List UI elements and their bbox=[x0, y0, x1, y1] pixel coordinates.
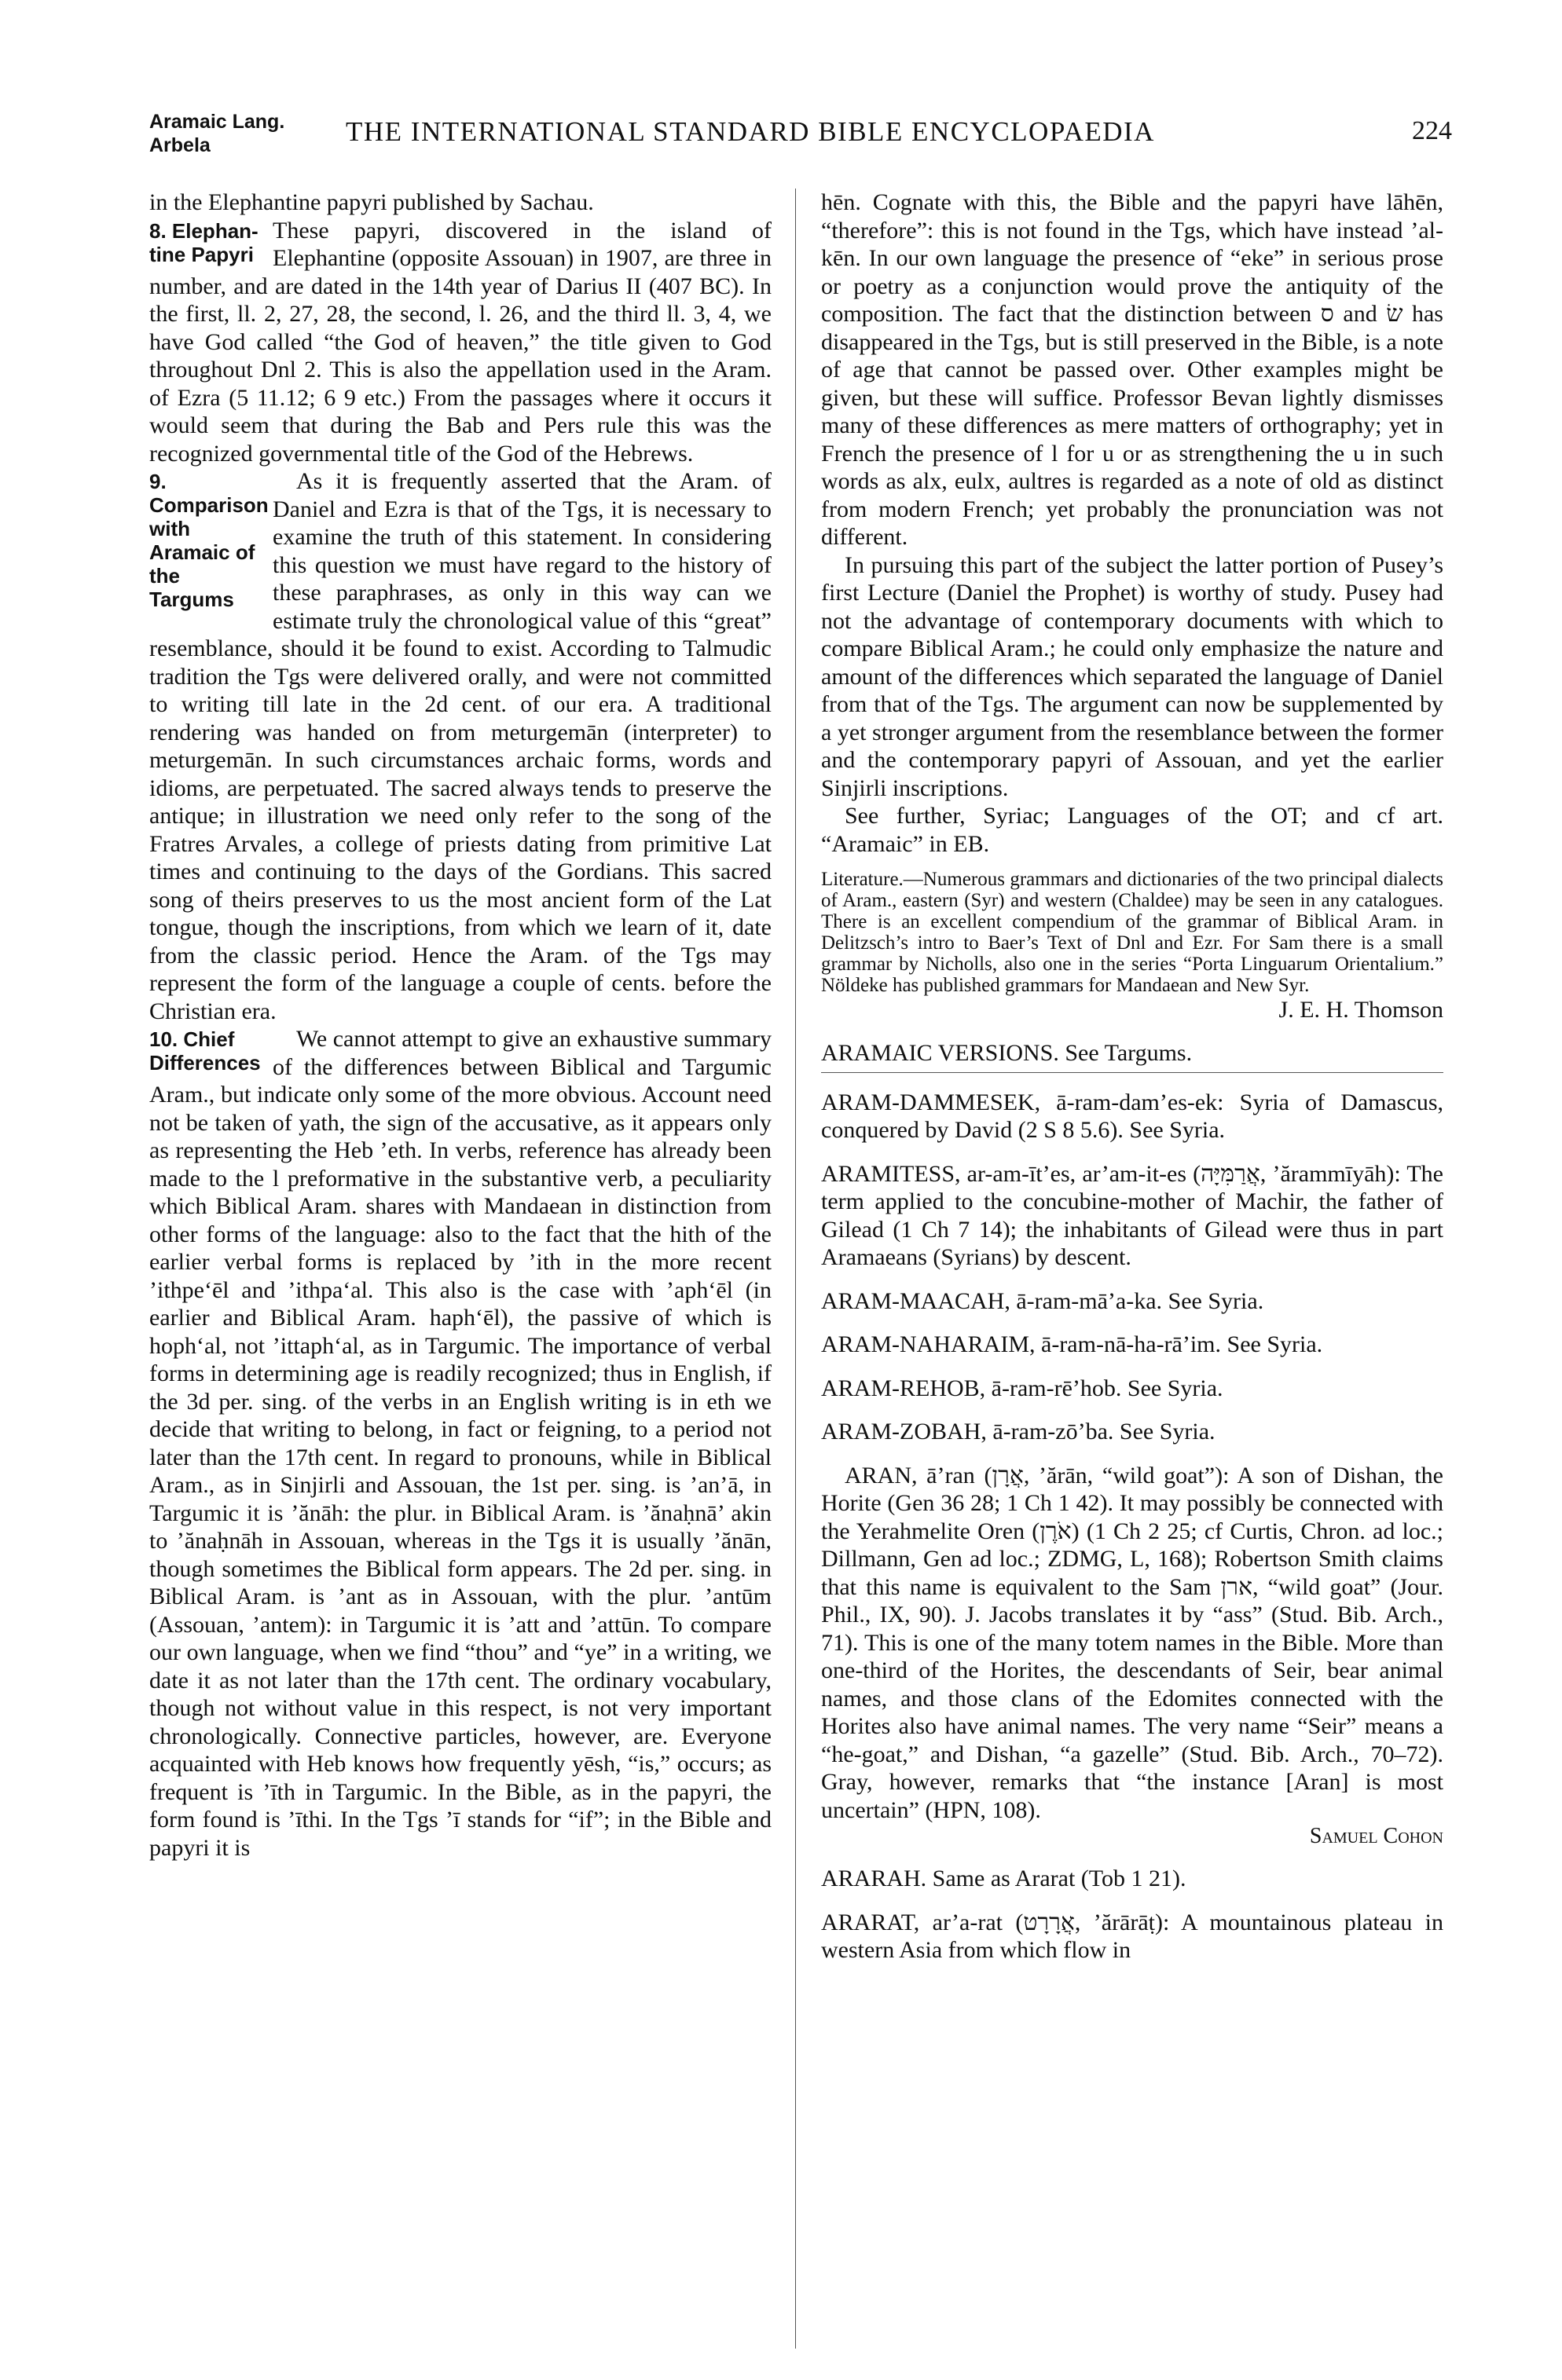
section-8-text: These papyri, discovered in the island of Elephantine (opposite Assouan) in 1907, are three in number, and are dated in the 14th year of Darius II (407 BC). In the first, ll. 2, 27, 28, the second, l. 26, and the third ll. 3, 4, we have God called “the God of heaven,” the title given to God throughout Dnl 2. This is also the appellation used in the Aram. of Ezra (5 11.12; 6 9 etc.) From the passages where it occurs it would seem that during the Bab and Pers rule this was the recognized governmental title of the God of the Hebrews. bbox=[149, 217, 772, 467]
entry-aramitess: ARAMITESS, ar-am-īt’es, ar’am-it-es (אֲרַמִּיָּה, ’ărammīyāh): The term applied to the concubine-mother of Machir, the father of Gilead (1 Ch 7 14); the inhabitants of Gilead were thus in part Aramaeans (Syrians) by descent. bbox=[821, 1160, 1443, 1270]
entry-aran: ARAN, ā’ran (אֲרָן, ’ărān, “wild goat”): A son of Dishan, the Horite (Gen 36 28; 1 Ch 1 42). It may possibly be connected with the Yerahmelite Oren (אֹרֶן) (1 Ch 2 25; cf Curtis, Chron. ad loc.; Dillmann, Gen ad loc.; ZDMG, L, 168); Robertson Smith claims that this name is equivalent to the Sam ארן, “wild goat” (Jour. Phil., IX, 90). J. Jacobs translates it by “ass” (Stud. Bib. Arch., 71). This is one of the many totem names in the Bible. More than one-third of the Horites, the descendants of Seir, bear animal names, and those clans of the Edomites connected with the Horites also have animal names. The very name “Seir” means a “he-goat,” and Dishan, “a gazelle” (Stud. Bib. Arch., 70–72). Gray, however, remarks that “the instance [Aran] is most uncertain” (HPN, 108). bbox=[821, 1462, 1443, 1823]
entry-aram-maacah: ARAM-MAACAH, ā-ram-mā’a-ka. See Syria. bbox=[821, 1287, 1264, 1314]
section-rule bbox=[821, 1072, 1443, 1073]
right-paragraph-1: hēn. Cognate with this, the Bible and the papyri have lāhēn, “therefore”: this is not found in the Tgs, which have instead ’al-kēn. In our own language the presence of “eke” in serious prose or poetry as a conjunction would prove the antiquity of the composition. The fact that the distinction between ס and שׂ has disappeared in the Tgs, but is still preserved in the Bible, is a note of age that cannot be passed over. Other examples might be given, but these will suffice. Professor Bevan lightly dismisses many of these differences as mere matters of orthography; yet in French the presence of l for u or as strengthening the u in such words as alx, eulx, aultres is regarded as a note of old as distinct from modern French; yet probably the pronunciation was not different. bbox=[821, 189, 1443, 550]
entry-aram-dammesek: ARAM-DAMMESEK, ā-ram-dam’es-ek: Syria of Damascus, conquered by David (2 S 8 5.6). See Syria. bbox=[821, 1089, 1443, 1143]
literature-note: Literature.—Numerous grammars and dictionaries of the two principal dialects of Aram., eastern (Syr) and western (Chaldee) may be seen in any catalogues. There is an excellent compendium of the grammar of Biblical Aram. in Delitzsch’s intro to Baer’s Text of Dnl and Ezr. For Sam there is a small grammar by Nicholls, also one in the series “Porta Linguarum Orientalium.” Nöldeke has published grammars for Mandaean and New Syr. bbox=[821, 869, 1443, 996]
left-column bbox=[149, 189, 772, 2356]
page-title: THE INTERNATIONAL STANDARD BIBLE ENCYCLOPAEDIA bbox=[346, 116, 1155, 147]
entry-aram-zobah: ARAM-ZOBAH, ā-ram-zō’ba. See Syria. bbox=[821, 1419, 1216, 1444]
running-head bbox=[149, 110, 284, 157]
entry-aramaic-versions: ARAMAIC VERSIONS. See Targums. bbox=[821, 1040, 1193, 1066]
section-9-text: As it is frequently asserted that the Aram. of Daniel and Ezra is that of the Tgs, it is necessary to examine the truth of this statement. In considering this question we must have regard to the history of these paraphrases, as only in this way can we estimate truly the chronological value of this “great” resemblance, should it be found to exist. According to Talmudic tradition the Tgs were delivered orally, and were not committed to writing till late in the 2d cent. of our era. A traditional rendering was handed on from meturgemān (interpreter) to meturgemān. In such circumstances archaic forms, words and idioms, are perpetuated. The sacred always tends to preserve the antique; in illustration we need only refer to the song of the Fratres Arvales, a college of priests dating from primitive Lat times and continuing to the days of the Gordians. This sacred song of theirs preserves to us the most ancient form of the Lat tongue, though the inscriptions, from which we learn of it, date from the classic period. Hence the Aram. of the Tgs may represent the form of the language a couple of cents. before the Christian era. bbox=[149, 468, 772, 1024]
entry-aram-naharaim: ARAM-NAHARAIM, ā-ram-nā-ha-rā’im. See Syria. bbox=[821, 1331, 1323, 1357]
section-9 bbox=[149, 467, 772, 1025]
right-paragraph-2: In pursuing this part of the subject the latter portion of Pusey’s first Lecture (Daniel the Prophet) is worthy of study. Pusey had not the advantage of contemporary documents with which to compare Biblical Aram.; he could only emphasize the nature and amount of the differences which separated the language of Daniel from that of the Tgs. The argument can now be supplemented by a yet stronger argument from the resemblance between the former and the contemporary papyri of Assouan, and yet the earlier Sinjirli inscriptions. bbox=[821, 551, 1443, 801]
running-head-line-1: Aramaic Lang. bbox=[149, 111, 285, 133]
page-number: 224 bbox=[1412, 116, 1452, 145]
author-signature: J. E. H. Thomson bbox=[1278, 997, 1443, 1023]
section-10-sidehead: 10. Chief Differences bbox=[149, 1027, 261, 1075]
section-9-sidehead: 9. Comparison with Aramaic of the Targums bbox=[149, 470, 269, 611]
author-signature-2: Samuel Cohon bbox=[1309, 1824, 1443, 1848]
column-divider bbox=[795, 189, 796, 2349]
section-10-text: We cannot attempt to give an exhaustive summary of the differences between Biblical and Targumic Aram., but indicate only some of the more obvious. Account need not be taken of yath, the sign of the accusative, as it appears only as representing the Heb ’eth. In verbs, reference has already been made to the l preformative in the substantive verb, a peculiarity which Biblical Aram. shares with Mandaean in distinction from other forms of the language: also to the fact that the hith of the earlier verbal forms is replaced by ’ith in the more recent ’ithpe‘ēl and ’ithpa‘al. This also is the case with ’aph‘ēl (in earlier and Biblical Aram. haph‘ēl), the passive of which is hoph‘al, not ’ittaph‘al, as in Targumic. The importance of verbal forms in determining age is readily recognized; thus in English, if the 3d per. sing. of the verbs in an English writing is in eth we decide that writing to belong, in fact or feigning, to a period not later than the 17th cent. In regard to pronouns, while in Biblical Aram., as in Sinjirli and Assouan, the 1st per. sing. is ’an’ā, in Targumic it is ’ănāh: the plur. in Biblical Aram. is ’ănaḥnā’ akin to ’ănaḥnāh in Assouan, whereas in the Tgs it is usually ’ănān, though sometimes the Biblical form appears. The 2d per. sing. in Biblical Aram. is ’ant as in Assouan, with the plur. ’antūm (Assouan, ’antem): in Targumic it is ’att and ’attūn. To compare our own language, when we find “thou” and “ye” in a writing, we date it as not later than the 17th cent. The ordinary vocabulary, though not without value in this respect, is not very important chronologically. Connective particles, however, are. Everyone acquainted with Heb knows how frequently yēsh, “is,” occurs; as frequent is ’īth in Targumic. In the Bible, as in the papyri, the form found is ’īthi. In the Tgs ’ī stands for “if”; in the Bible and papyri it is bbox=[149, 1026, 772, 1861]
see-further-paragraph: See further, Syriac; Languages of the OT; and cf art. “Aramaic” in EB. bbox=[821, 803, 1443, 857]
section-8-sidehead: 8. Elephan-tine Papyri bbox=[149, 218, 258, 266]
entry-ararah: ARARAH. Same as Ararat (Tob 1 21). bbox=[821, 1866, 1186, 1891]
right-column bbox=[821, 189, 1443, 2356]
running-head-line-2: Arbela bbox=[149, 134, 211, 156]
section-8 bbox=[149, 217, 772, 468]
entry-ararat: ARARAT, ar’a-rat (אֲרָרָט, ’ărārāṭ): A mountainous plateau in western Asia from which flow in bbox=[821, 1909, 1443, 1963]
left-opening-paragraph: in the Elephantine papyri published by Sachau. bbox=[149, 189, 594, 215]
section-10 bbox=[149, 1025, 772, 1862]
entry-aram-rehob: ARAM-REHOB, ā-ram-rē’hob. See Syria. bbox=[821, 1375, 1223, 1401]
